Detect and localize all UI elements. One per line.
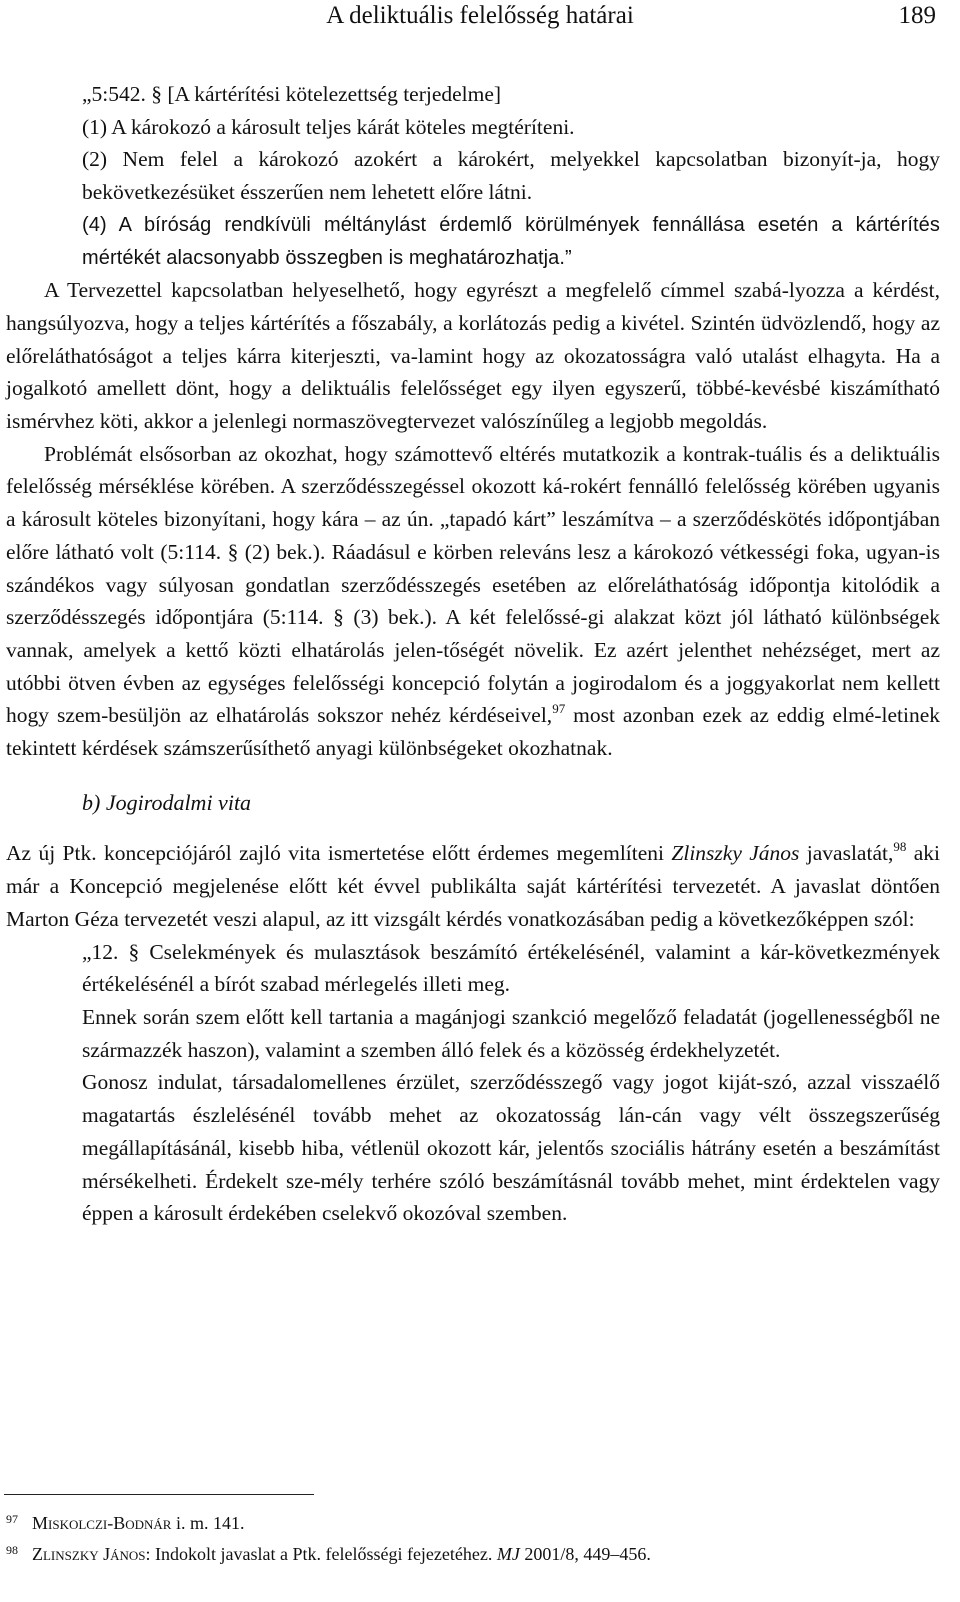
footnote-text-tail: 2001/8, 449–456. — [519, 1544, 651, 1564]
page-number: 189 — [898, 2, 936, 29]
body-paragraph-2-tail: most azonban ezek az eddig elmé-letinek tekintett kérdések számszerűsíthető anyagi különbségeket okozhatnak. — [6, 703, 941, 761]
author-name: Zlinszky János — [671, 841, 800, 866]
footnote-divider — [4, 1494, 314, 1495]
footnote-text: : Indokolt javaslat a Ptk. felelősségi fejezetéhez. — [145, 1544, 497, 1564]
body-paragraph-2-text: Problémát elsősorban az okozhat, hogy számottevő eltérés mutatkozik a kontrak-tuális és a deliktuális felelősség mérséklése körében. A szerződésszegéssel okozott ká-rokért fennálló felelősség körében ugyanis a károsult köteles bizonyítani, hogy kára – az ún. „tapadó kárt” leszámítva – a szerződéskötés időpontjában előre látható volt (5:114. § (2) bek.). Ráadásul e körben releváns lesz a károkozó vétkességi foka, ugyan-is szándékos vagy súlyosan gondatlan szerződésszegés esetében az előreláthatóság időpontja kitolódik a szerződésszegés időpontjára (5:114. § (3) bek.). A két felelőssé-gi alakzat közt jól látható különbségek vannak, amelyek a kettő közti elhatárolás jelen-tőségét növelik. Ez azért jelenthet nehézséget, mert az utóbbi ötven évben az egységes felelősségi koncepció folytán a jogirodalom és a joggyakorlat nem kellett hogy szem-besüljön az elhatárolás sokszor nehéz kérdéseivel, — [6, 441, 940, 728]
footnote-author: Miskolczi-Bodnár — [32, 1513, 172, 1533]
quote1-heading: „5:542. § [A kártérítési kötelezettség terjedelme] — [82, 82, 502, 106]
quote2-para2: Ennek során szem előtt kell tartania a magánjogi szankció megelőző feladatát (jogellenességből ne származzék haszon), valamint a szemben álló felek és a közösség érdekhelyzetét. — [82, 1004, 940, 1062]
footnote-ref-98[interactable]: 98 — [893, 839, 907, 855]
quote2-para3: Gonosz indulat, társadalomellenes érzület, szerződésszegő vagy jogot kiját-szó, azzal visszaélő magatartás észlelésénél tovább mehet az okozatosság lán-cán vagy vélt összegszerűség megállapításánál, kisebb hiba, vétlenül okozott kár, jelentős szociális hátrány esetén a beszámítást mérsékelheti. Érdekelt sze-mély terhére szóló beszámításnál tovább mehet, mint érdektelen vagy éppen a károsult érdekében cselekvő okozóval szemben. — [82, 1070, 940, 1226]
footnote-number: 98 — [6, 1543, 18, 1557]
footnote-text: i. m. 141. — [171, 1513, 245, 1533]
body-paragraph-3-text: Az új Ptk. koncepciójáról zajló vita ismertetése előtt érdemes megemlíteni — [6, 841, 672, 866]
journal-name: MJ — [496, 1544, 520, 1564]
footnote-ref-97[interactable]: 97 — [552, 701, 566, 717]
footnote-97 — [6, 1508, 940, 1539]
quote2-para1: „12. § Cselekmények és mulasztások beszámító értékelésénél, valamint a kár-következmények értékelésénél a bírót szabad mérlegelés illeti meg. — [82, 939, 940, 997]
main-text — [6, 78, 940, 1230]
quote1-para2: (2) Nem felel a károkozó azokért a károkért, melyekkel kapcsolatban bizonyít-ja, hogy bekövetkezésüket ésszerűen nem lehetett előre látni. — [82, 147, 940, 205]
quote1-para4: (4) A bíróság rendkívüli méltánylást érdemlő körülmények fennállása esetén a kártérítés mértékét alacsonyabb összegben is meghatározhatja.” — [82, 213, 940, 269]
body-paragraph-3-mid: javaslatát, — [799, 841, 894, 866]
body-paragraph-3-tail: aki már a Koncepció megjelenése előtt két évvel publikálta saját kártérítési tervezetét. A javaslat döntően Marton Géza tervezetét veszi alapul, az itt vizsgált kérdés vonatkozásában pedig a következőképpen szól: — [6, 841, 940, 931]
footnote-number: 97 — [6, 1512, 18, 1526]
section-heading: b) Jogirodalmi vita — [82, 789, 252, 815]
body-paragraph-3 — [6, 837, 940, 935]
body-paragraph-2 — [6, 438, 940, 765]
body-paragraph-1: A Tervezettel kapcsolatban helyeselhető, hogy egyrészt a megfelelő címmel szabá-lyozza a kérdést, hangsúlyozva, hogy a teljes kártérítés a főszabály, a korlátozás pedig a kivétel. Szintén üdvözlendő, hogy az előreláthatóságot a teljes kárra kiterjeszti, va-lamint hogy az okozatosságra való utalást elhagyta. Ha a jogalkotó amellett dönt, hogy a deliktuális felelősséget egy ilyen egyszerű, többé-kevésbé kiszámítható ismérvhez köti, akkor a jelenlegi normaszövegtervezet valószínűleg a legjobb megoldás. — [6, 278, 940, 434]
footnote-98 — [6, 1539, 940, 1570]
footnotes — [6, 1508, 940, 1570]
running-title: A deliktuális felelősség határai — [326, 2, 634, 29]
footnote-author: Zlinszky János — [32, 1544, 146, 1564]
quote1-para1: (1) A károkozó a károsult teljes kárát köteles megtéríteni. — [82, 114, 575, 139]
running-header — [0, 2, 960, 42]
